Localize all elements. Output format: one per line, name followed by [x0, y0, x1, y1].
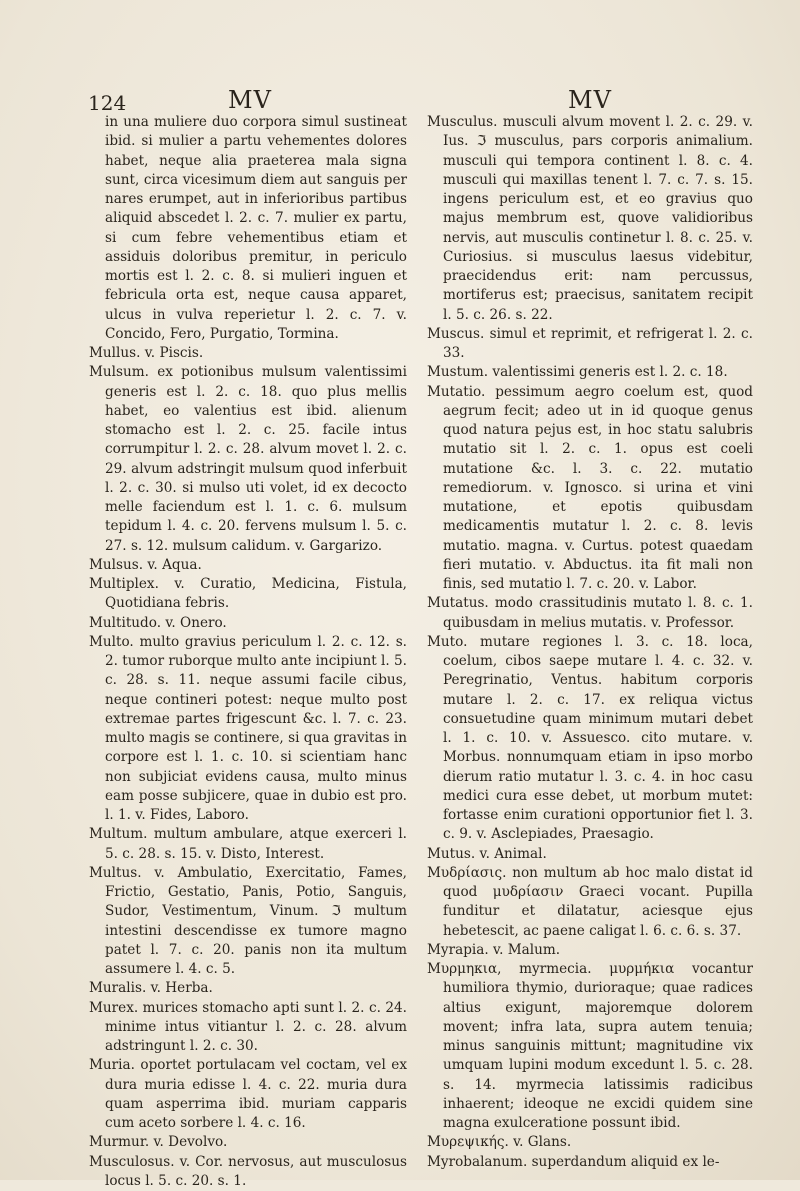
entry-myrapia: Myrapia. v. Malum.: [427, 941, 753, 960]
entry-muscus: Muscus. simul et reprimit, et refrigerat l. 2. c. 33.: [427, 325, 753, 364]
left-column: [89, 113, 407, 1191]
entry-muralis: Muralis. v. Herba.: [89, 979, 407, 998]
entry-multitudo: Multitudo. v. Onero.: [89, 614, 407, 633]
entry-mutatus: Mutatus. modo crassitudinis mutato l. 8. c. 1. quibusdam in melius mutatis. v. Professor.: [427, 594, 753, 633]
entry-muto: Muto. mutare regiones l. 3. c. 18. loca, coelum, cibos saepe mutare l. 4. c. 32. v. Peregrinatio, Ventus. habitum corporis mutare l. 2. c. 17. ex reliqua victus consuetudine quam minimum mutari debet l. 1. c. 10. v. Assuesco. cito mutare. v. Morbus. nonnumquam etiam in ipso morbo dierum ratio mutatur l. 3. c. 4. in hoc casu medici cura esse debet, ut morbum mutet: fortasse enim curationi opportunior fiet l. 3. c. 9. v. Asclepiades, Praesagio.: [427, 633, 753, 845]
entry-murmur: Murmur. v. Devolvo.: [89, 1133, 407, 1152]
entry-myrobalanum: Myrobalanum. superdandum aliquid ex le-: [427, 1153, 753, 1172]
entry-multum: Multum. multum ambulare, atque exerceri l. 5. c. 28. s. 15. v. Disto, Interest.: [89, 825, 407, 864]
entry-multus: Multus. v. Ambulatio, Exercitatio, Fames, Frictio, Gestatio, Panis, Potio, Sanguis, Sudor, Vestimentum, Vinum. ℑ multum intestini descendisse ex tumore magno patet l. 7. c. 20. panis non ita multum assumere l. 4. c. 5.: [89, 864, 407, 980]
running-head-right: MV: [568, 86, 612, 114]
entry-myrepsikes: Μυρεψικής. v. Glans.: [427, 1133, 753, 1152]
entry-musculus: Musculus. musculi alvum movent l. 2. c. 29. v. Ius. ℑ musculus, pars corporis animalium. musculi qui tempora continent l. 8. c. 4. musculi qui maxillas tenent l. 7. c. 7. s. 15. ingens periculum est, et eo gravius quo majus membrum est, quove validioribus nervis, aut musculis continetur l. 8. c. 25. v. Curiosius. si musculus laesus videbitur, praecidendus erit: nam percussus, mortiferus est; praecisus, sanitatem recipit l. 5. c. 26. s. 22.: [427, 113, 753, 325]
entry-myrmecia: Μυρμηκια, myrmecia. μυρμήκια vocantur humiliora thymio, durioraque; quae radices altius exigunt, majoremque dolorem movent; infra lata, supra autem tenuia; minus sanguinis mittunt; magnitudine vix umquam lupini modum excedunt l. 5. c. 28. s. 14. myrmecia latissimis radicibus inhaerent; ideoque ne excidi quidem sine magna exulceratione possunt ibid.: [427, 960, 753, 1133]
entry-mulsus: Mulsus. v. Aqua.: [89, 556, 407, 575]
entry-mulsum: Mulsum. ex potionibus mulsum valentissimi generis est l. 2. c. 18. quo plus mellis habet, eo valentius est ibid. alienum stomacho est l. 2. c. 25. facile intus corrumpitur l. 2. c. 28. alvum movet l. 2. c. 29. alvum adstringit mulsum quod inferbuit l. 2. c. 30. si mulso uti volet, id ex decocto melle faciendum est l. 1. c. 6. mulsum tepidum l. 4. c. 20. fervens mulsum l. 5. c. 27. s. 12. mulsum calidum. v. Gargarizo.: [89, 363, 407, 556]
entry-multo: Multo. multo gravius periculum l. 2. c. 12. s. 2. tumor ruborque multo ante incipiunt l. 5. c. 28. s. 11. neque assumi facile cibus, neque contineri potest: neque multo post extremae partes frigescunt &c. l. 7. c. 23. multo magis se continere, si qua gravitas in corpore est l. 1. c. 10. si scientiam hanc non subjiciat evidens causa, multo minus eam posse subjicere, quae in dubio est pro. l. 1. v. Fides, Laboro.: [89, 633, 407, 826]
entry-multiplex: Multiplex. v. Curatio, Medicina, Fistula, Quotidiana febris.: [89, 575, 407, 614]
entry-musculosus: Musculosus. v. Cor. nervosus, aut musculosus locus l. 5. c. 20. s. 1.: [89, 1153, 407, 1191]
right-column: [427, 113, 753, 1172]
page-number: 124: [88, 91, 126, 115]
entry-muria: Muria. oportet portulacam vel coctam, vel ex dura muria edisse l. 4. c. 22. muria dura quam asperrima ibid. muriam capparis cum aceto sorbere l. 4. c. 16.: [89, 1056, 407, 1133]
entry-murex: Murex. murices stomacho apti sunt l. 2. c. 24. minime intus vitiantur l. 2. c. 28. alvum adstringunt l. 2. c. 30.: [89, 999, 407, 1057]
entry-mullus: Mullus. v. Piscis.: [89, 344, 407, 363]
entry-mutus: Mutus. v. Animal.: [427, 845, 753, 864]
entry-mustum: Mustum. valentissimi generis est l. 2. c. 18.: [427, 363, 753, 382]
entry-mydriasis: Μυδρίασις. non multum ab hoc malo distat id quod μυδρίασιν Graeci vocant. Pupilla funditur et dilatatur, aciesque ejus hebetescit, ac paene caligat l. 6. c. 6. s. 37.: [427, 864, 753, 941]
entry-continuation: in una muliere duo corpora simul sustineat ibid. si mulier a partu vehementes dolores habet, neque alia praeterea mala signa sunt, circa vicesimum diem aut sanguis per nares erumpet, aut in inferioribus partibus aliquid abscedet l. 2. c. 7. mulier ex partu, si cum febre vehementibus etiam et assiduis doloribus premitur, in periculo mortis est l. 2. c. 8. si mulieri inguen et febricula orta est, neque causa apparet, ulcus in vulva reperietur l. 2. c. 7. v. Concido, Fero, Purgatio, Tormina.: [89, 113, 407, 344]
entry-mutatio: Mutatio. pessimum aegro coelum est, quod aegrum fecit; adeo ut in id quoque genus quod natura pejus est, in hoc statu salubris mutatio sit l. 2. c. 1. opus est coeli mutatione &c. l. 3. c. 22. mutatio remediorum. v. Ignosco. si urina et vini mutatione, et epotis quibusdam medicamentis mutatur l. 2. c. 8. levis mutatio. magna. v. Curtus. potest quaedam fieri mutatio. v. Abductus. ita fit mali non finis, sed mutatio l. 7. c. 20. v. Labor.: [427, 383, 753, 595]
running-head-left: MV: [228, 86, 272, 114]
